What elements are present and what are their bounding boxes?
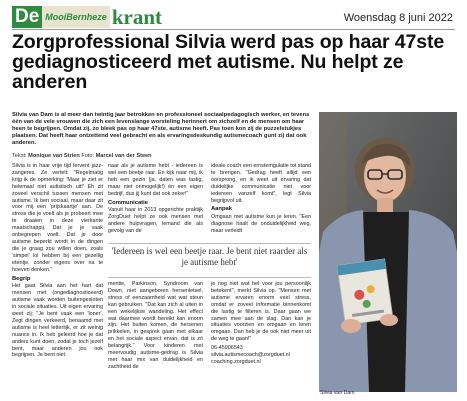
contact-email[interactable]: silvia.autismecoach@zorgduet.nl xyxy=(211,352,290,359)
article-credit xyxy=(12,153,312,160)
masthead xyxy=(0,6,467,30)
paragraph: ideale coach een ernstemgulatie tot stand te brengen. "Gedrag heeft altijd een oorsprong, en ik weet uit ervaring dat duidelijke communicatie niet voor iedereen vanzelf komt", legt Silvia begrijpvol uit. xyxy=(211,163,311,204)
article-column-3-continued xyxy=(211,281,311,366)
article-headline: Zorgprofessional Silvia werd pas op haar 47ste gediagnosticeerd met autisme. Nu helpt ze anderen xyxy=(12,31,445,93)
article-column-1 xyxy=(12,163,103,361)
photo-caption: Silvia van Dam xyxy=(320,390,355,396)
subheading-communicatie: Communicatie xyxy=(108,199,148,206)
portrait-photo xyxy=(319,112,457,392)
contact-phone: 06-45906543 xyxy=(211,345,243,352)
paragraph: Vanuit haar in 2013 opgerichte praktijk ZorgDuet helpt ze ook mensen met andere hulpvragen, lemand die als gevolg van de xyxy=(108,207,203,235)
article-column-3 xyxy=(211,163,311,237)
portrait-illustration xyxy=(319,112,457,392)
masthead-divider xyxy=(12,29,455,30)
logo-de: De xyxy=(12,6,42,28)
logo-krant: krant xyxy=(111,5,162,29)
paragraph: naar als je autisme hebt - iedereen is wel een beetje raar. En kijk naar mij, ik heb een gezin (ja, daten was lastig, maar niet onmogelijk!) én een eigen bedrijf, dus jij kunt dat ook zeker!" xyxy=(108,163,203,197)
article-column-2 xyxy=(108,163,203,237)
paragraph: Silvia is in haar vrije tijd fervent jazz-zangeres. Ze vertelt: "Regelmatig krijg ik de opmerking: 'Maar je ziet er helemaal niet autistisch uit!' Eh zit zoveel verschil tussen mensen met autisme. Ik ben sociaal, maar daar zit voor mij een 'prijskaartje' aan. De stress die je voelt als je probeert mee te draaien in deze vierkante maatschappij. Dat je je vaak onbegrepen voelt. Dat je door autisme beperkt wordt in de dingen die je graag zou willen doen, zoals 'simpel' lol hebben bij een gezellig etentje, zonder eigens over na te hoeven denken." xyxy=(12,163,103,273)
contact-website[interactable]: coaching.zorgduet.nl xyxy=(211,358,261,365)
paragraph: mentie, Parkinson, Syndroom van Down, niet aangeboren hersenletsel, stress of eenzaamheid wat wat steun kan gebruiken. "Dat kan zich al uiten in een wekelijkse wandeling. Het effect wat daarmee wordt bereikt kan enorm zijn. Het buiten komen, de hersenen prikkelen, in gesprek gaan met elkaar en het sociale aspect ervan, dat is zó belangrijk." Voor kinderen met meervoudig autisme-gedrag is Silvia met haar mix van duidelijkheid en zachtheid de xyxy=(108,281,203,370)
article-column-2-continued xyxy=(108,281,203,373)
subheading-aanpak: Aanpak xyxy=(211,206,232,213)
credit-author: Monique van Strien xyxy=(28,153,80,159)
paragraph: Omgaan met autisme kun je leren. "Een diagnose haalt de onduidelijkheid weg, maar verleidt xyxy=(211,214,311,235)
pull-quote: 'Iedereen is wel een beetje raar. Je bent niet raarder als je autisme hebt' xyxy=(111,246,308,267)
subheading-begrip: Begrip xyxy=(12,275,31,282)
credit-text-label: Tekst: xyxy=(12,153,29,159)
paragraph: je nog niet wat het voor jou persoonlijk betekent", merkt Silvia op. "Mensen met autisme ervaren enorm veel stress, omdat er zoveel informatie binnenkomt die lastig te filteren is. Daar gaan we samen mee aan de slag. Dan kan je situaties voorzien en omgaan en leren omgaan. Dan heb je de ook niet meer uit de weg te gaan!" xyxy=(211,281,311,343)
logo-mooibernheze: MooiBernheze xyxy=(42,6,110,28)
paragraph: Het gaat Silvia aan het hart dat mensen met (ongediagnosticeerd) autisme vaak worden buitengesloten in sociale situaties. Uit eigen ervaring weet zij: "Je bent vaak een 'loner'. Zegt dingen verkeerd, benaamd met autisme is heel letterlijk, er zit weinig nuance in. Ik heb geleerd hoe je dat anders kunt doen, zodat je toch jezelf bent, maar anderen jou ook begrijpen. Je bent niet xyxy=(12,283,103,359)
newspaper-logo xyxy=(12,6,162,28)
credit-photo-label: Foto: xyxy=(79,153,96,159)
article-lead: Silvia van Dam is al meer dan twintig jaar betrokken en professioneel sociaalpedagogisch werker, en tevens één van de vele vrouwen die zich een levenslange worsteling herinnert om zichzelf en de mensen om haar heen te begrijpen. Omdat zij, zo bleek pas op haar 47ste, autisme heeft. Pas toen kon zij de puzzelstukjes plaatsen. Dat heeft haar ontzettend veel gebracht en als ervaringsdeskundig autismecoach gunt zij dat ook anderen. xyxy=(12,112,310,146)
quote-rule-top xyxy=(108,243,311,244)
credit-photographer: Marcel van der Steen xyxy=(95,153,152,159)
quote-rule-bottom xyxy=(108,277,311,278)
issue-date: Woensdag 8 juni 2022 xyxy=(343,12,453,24)
